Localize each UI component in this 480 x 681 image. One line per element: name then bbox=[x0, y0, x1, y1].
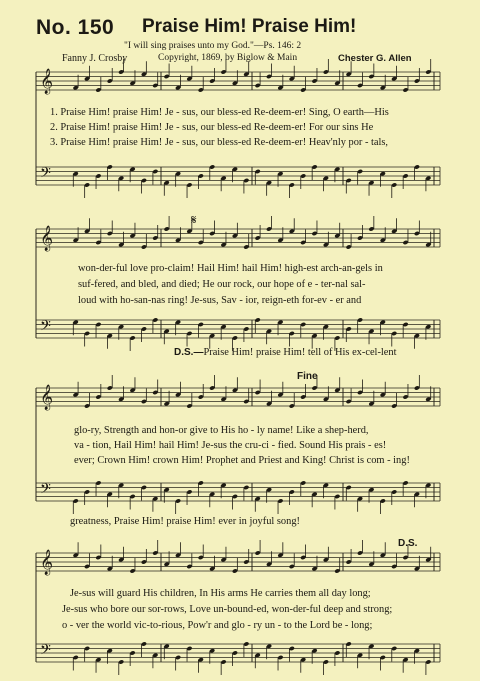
verse-line: 1. Praise Him! praise Him! Je - sus, our bless-ed Re-deem-er! Sing, O earth—His bbox=[50, 107, 389, 118]
verse-line: Je-sus will guard His children, In His arms He carries them all day long; bbox=[70, 588, 371, 599]
note-group bbox=[73, 375, 434, 409]
verse-line: suf-fered, and bled, and died; He our rock, our hope of e - ter-nal sal- bbox=[78, 279, 366, 290]
copyright-notice: Copyright, 1869, by Biglow & Main bbox=[158, 53, 298, 63]
verse-line: 3. Praise Him! praise Him! Je - sus, our bless-ed Re-deem-er! Heav'nly por - tals, bbox=[50, 137, 389, 148]
verse-line: won-der-ful love pro-claim! Hail Him! hail Him! high-est arch-an-gels in bbox=[78, 263, 383, 274]
segno-sign: 𝄋 bbox=[191, 212, 197, 227]
scripture-epigraph: "I will sing praises unto my God."—Ps. 146: 2 bbox=[124, 41, 302, 51]
ds-lyric-line: greatness, Praise Him! praise Him! ever in joyful song! bbox=[70, 516, 300, 527]
note-group bbox=[73, 59, 434, 93]
bass-clef-icon: 𝄢 bbox=[40, 481, 51, 501]
verse-line: o - ver the world vic-to-rious, Pow'r and glo - ry un - to the Lord be - long; bbox=[62, 620, 373, 631]
verse-line: glo-ry, Strength and hon-or give to His ho - ly name! Like a shep-herd, bbox=[74, 425, 369, 436]
note-group bbox=[73, 164, 434, 198]
treble-clef-icon: 𝄞 bbox=[40, 385, 54, 410]
hymn-number: No. 150 bbox=[36, 16, 115, 39]
note-group bbox=[73, 317, 434, 351]
ds-lyric-line bbox=[174, 347, 397, 358]
bass-staff bbox=[36, 320, 440, 338]
bass-clef-icon: 𝄢 bbox=[40, 642, 51, 662]
ds-lyric-text: Praise Him! praise Him! tell of His ex-cel-lent bbox=[203, 347, 397, 358]
treble-staff bbox=[36, 229, 440, 247]
note-group bbox=[73, 540, 434, 574]
treble-clef-icon: 𝄞 bbox=[40, 550, 54, 575]
treble-clef-icon: 𝄞 bbox=[40, 226, 54, 251]
verse-line: 2. Praise Him! praise Him! Je - sus, our bless-ed Re-deem-er! For our sins He bbox=[50, 122, 374, 133]
treble-clef-icon: 𝄞 bbox=[40, 69, 54, 94]
verse-line: loud with ho-san-nas ring! Je-sus, Sav - ior, reign-eth for-ev - er and bbox=[78, 295, 362, 306]
verse-line: ever; Crown Him! crown Him! Prophet and Priest and King! Christ is com - ing! bbox=[74, 455, 410, 466]
treble-staff bbox=[36, 72, 440, 90]
bass-clef-icon: 𝄢 bbox=[40, 318, 51, 338]
fine-marking: Fine bbox=[297, 371, 318, 382]
ds-marking: D.S. bbox=[398, 538, 418, 549]
verse-line: va - tion, Hail Him! hail Him! Je-sus the cru-ci - fied. Sound His prais - es! bbox=[74, 440, 387, 451]
verse-line: Je-sus who bore our sor-rows, Love un-bound-ed, won-der-ful deep and strong; bbox=[62, 604, 393, 615]
treble-staff bbox=[36, 553, 440, 571]
note-group bbox=[73, 641, 434, 675]
composer-credit: Chester G. Allen bbox=[338, 53, 412, 64]
note-group bbox=[73, 480, 434, 514]
note-group bbox=[73, 216, 434, 250]
bass-clef-icon: 𝄢 bbox=[40, 165, 51, 185]
hymn-title: Praise Him! Praise Him! bbox=[142, 16, 357, 37]
ds-label: D.S.— bbox=[174, 347, 204, 358]
bass-staff bbox=[36, 483, 440, 501]
lyricist-credit: Fanny J. Crosby bbox=[62, 53, 128, 64]
